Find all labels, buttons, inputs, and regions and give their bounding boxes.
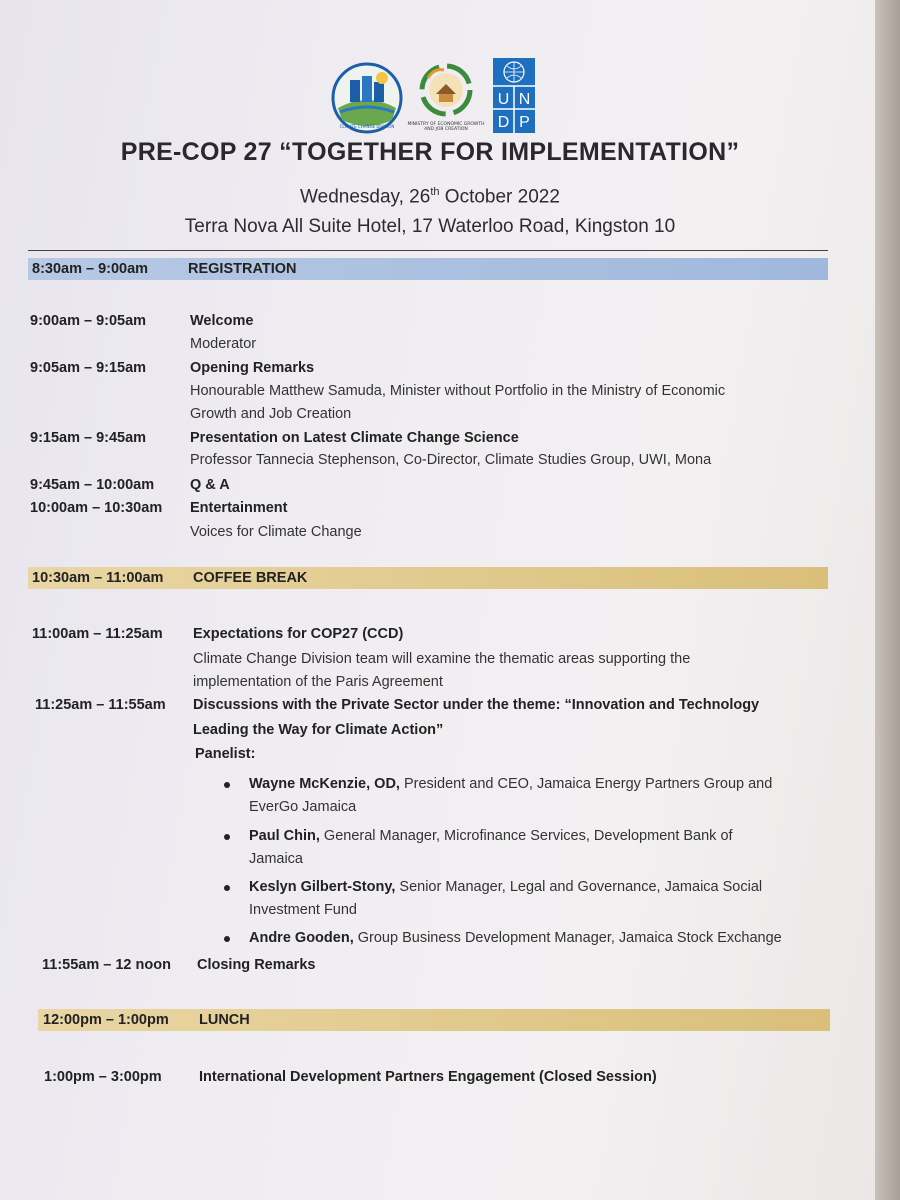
- registration-time: 8:30am – 9:00am: [32, 261, 149, 277]
- qa-time: 9:45am – 10:00am: [30, 477, 155, 493]
- expectations-desc-1: Climate Change Division team will examine the thematic areas supporting the: [193, 651, 691, 667]
- panelist-1-role: President and CEO, Jamaica Energy Partners Group and: [399, 776, 773, 792]
- partners-time: 1:00pm – 3:00pm: [44, 1069, 162, 1085]
- panelist-2-line-1: [249, 828, 733, 844]
- discussions-title-1: Discussions with the Private Sector under the theme: “Innovation and Technology: [193, 697, 760, 713]
- entertainment-title: Entertainment: [190, 500, 288, 516]
- coffee-title: COFFEE BREAK: [193, 570, 308, 586]
- lunch-time: 12:00pm – 1:00pm: [43, 1012, 169, 1028]
- closing-time: 11:55am – 12 noon: [42, 957, 171, 973]
- panelist-3-name: Keslyn Gilbert-Stony,: [249, 879, 396, 895]
- expectations-time: 11:00am – 11:25am: [32, 626, 163, 642]
- bullet-icon: [224, 782, 230, 788]
- science-desc: Professor Tannecia Stephenson, Co-Director, Climate Studies Group, UWI, Mona: [190, 452, 712, 468]
- science-time: 9:15am – 9:45am: [30, 430, 147, 446]
- event-venue: Terra Nova All Suite Hotel, 17 Waterloo Road, Kingston 10: [184, 216, 676, 237]
- panelist-2-name: Paul Chin,: [249, 828, 320, 844]
- bullet-icon: [224, 936, 230, 942]
- opening-title: Opening Remarks: [190, 360, 315, 376]
- opening-desc-1: Honourable Matthew Samuda, Minister without Portfolio in the Ministry of Economic: [190, 383, 726, 399]
- event-date: [0, 186, 860, 208]
- undp-letter-d: D: [497, 114, 510, 131]
- opening-time: 9:05am – 9:15am: [30, 360, 147, 376]
- qa-title: Q & A: [190, 477, 230, 493]
- panelist-3-line-1: [249, 879, 762, 895]
- panelist-3-role: Senior Manager, Legal and Governance, Jamaica Social: [395, 879, 763, 895]
- undp-letter-p: P: [519, 114, 530, 131]
- expectations-title: Expectations for COP27 (CCD): [193, 626, 404, 642]
- panelist-1-name: Wayne McKenzie, OD,: [249, 776, 400, 792]
- bullet-icon: [224, 834, 230, 840]
- closing-title: Closing Remarks: [197, 957, 316, 973]
- undp-letter-u: U: [497, 91, 510, 108]
- ccd-logo-icon: [330, 62, 404, 134]
- date-ordinal: th: [430, 186, 440, 198]
- panelist-1-line-1: [249, 776, 772, 792]
- discussions-time: 11:25am – 11:55am: [35, 697, 166, 713]
- panelist-4-line-1: [249, 930, 782, 946]
- bullet-icon: [224, 885, 230, 891]
- svg-text:CLIMATE CHANGE DIVISION: CLIMATE CHANGE DIVISION: [339, 124, 395, 129]
- undp-logo-icon: [493, 58, 535, 133]
- science-title: Presentation on Latest Climate Change Science: [190, 430, 519, 446]
- coffee-time: 10:30am – 11:00am: [32, 570, 164, 586]
- paper-edge: [875, 0, 900, 1200]
- discussions-title-2: Leading the Way for Climate Action”: [193, 722, 444, 738]
- ministry-logo-icon: [414, 62, 478, 122]
- welcome-time: 9:00am – 9:05am: [30, 313, 147, 329]
- panelist-3-line-2: Investment Fund: [249, 902, 357, 918]
- logo-row: [330, 58, 550, 138]
- partners-title: International Development Partners Engagement (Closed Session): [199, 1069, 657, 1085]
- panelist-1-line-2: EverGo Jamaica: [249, 799, 357, 815]
- ministry-caption: MINISTRY OF ECONOMIC GROWTH AND JOB CREATION: [407, 122, 485, 132]
- undp-letter-n: N: [518, 91, 531, 108]
- date-prefix: Wednesday, 26: [300, 186, 431, 208]
- panelist-4-role: Group Business Development Manager, Jamaica Stock Exchange: [353, 930, 782, 946]
- entertainment-desc: Voices for Climate Change: [190, 524, 362, 540]
- panelist-2-role: General Manager, Microfinance Services, Development Bank of: [319, 828, 733, 844]
- panelist-label: Panelist:: [195, 746, 256, 762]
- welcome-desc: Moderator: [190, 336, 257, 352]
- entertainment-time: 10:00am – 10:30am: [30, 500, 163, 516]
- registration-title: REGISTRATION: [188, 261, 297, 277]
- header-divider: [28, 250, 828, 251]
- date-suffix: October 2022: [439, 186, 560, 208]
- lunch-title: LUNCH: [199, 1012, 250, 1028]
- event-title: PRE-COP 27 “TOGETHER FOR IMPLEMENTATION”: [120, 138, 740, 166]
- panelist-4-name: Andre Gooden,: [249, 930, 354, 946]
- panelist-2-line-2: Jamaica: [249, 851, 303, 867]
- expectations-desc-2: implementation of the Paris Agreement: [193, 674, 443, 690]
- opening-desc-2: Growth and Job Creation: [190, 406, 352, 422]
- welcome-title: Welcome: [190, 313, 254, 329]
